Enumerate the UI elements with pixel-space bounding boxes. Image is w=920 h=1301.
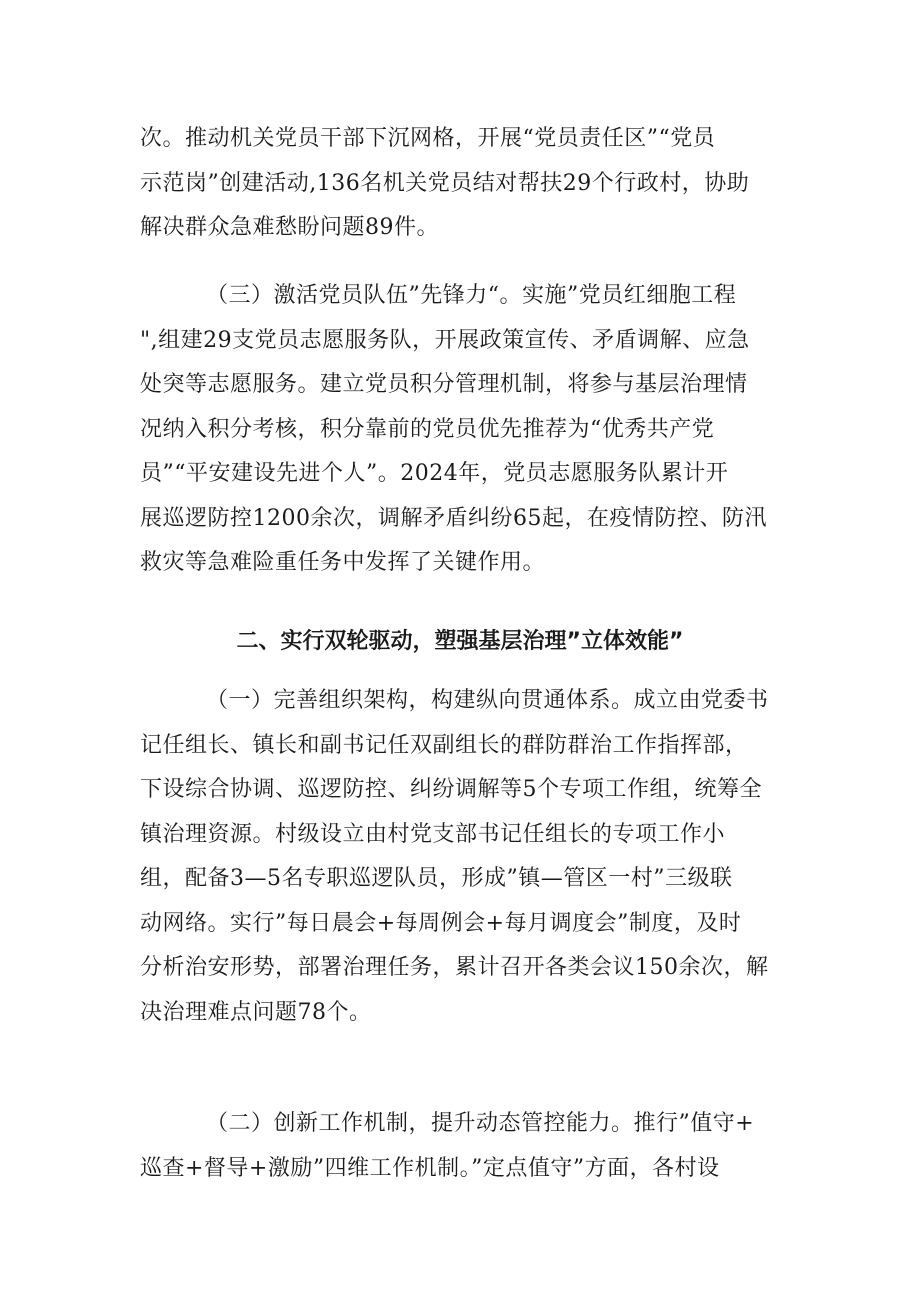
text-line: （一）完善组织架构，构建纵向贯通体系。成立由党委书 [206, 688, 769, 713]
text-line: 示范岗”创建活动,136名机关党员结对帮扶29个行政村，协助 [140, 170, 750, 196]
text-line: （三）激活党员队伍”先锋力“。实施”党员红细胞工程 [206, 283, 737, 308]
text-line: 分析治安形势，部署治理任务，累计召开各类会议150余次，解 [140, 955, 769, 980]
text-line: 巡查+督导+激励”四维工作机制。”定点值守”方面，各村设 [140, 1155, 720, 1181]
text-line: 况纳入积分考核，积分靠前的党员优先推荐为“优秀共产党 [140, 416, 715, 442]
paragraph-3 [140, 679, 780, 1035]
text-line: 处突等志愿服务。建立党员积分管理机制，将参与基层治理情 [140, 372, 748, 397]
text-line: 员”“平安建设先进个人”。2024年，党员志愿服务队累计开 [140, 461, 729, 486]
text-line: 组，配备3—5名专职巡逻队员，形成”镇—管区一村”三级联 [140, 866, 733, 891]
section-heading: 二、实行双轮驱动，塑强基层治理”立体效能” [236, 629, 684, 654]
paragraph-2 [140, 274, 780, 586]
text-line: 展巡逻防控1200余次，调解矛盾纠纷65起，在疫情防控、防汛 [140, 505, 767, 531]
text-line: 决治理难点问题78个。 [140, 999, 372, 1025]
text-line: 记任组长、镇长和副书记任双副组长的群防群治工作指挥部， [140, 732, 748, 758]
paragraph-4 [140, 1102, 780, 1191]
text-line: （二）创新工作机制，提升动态管控能力。推行”值守+ [206, 1111, 755, 1136]
text-line: ",组建29支党员志愿服务队，开展政策宣传、矛盾调解、应急 [140, 327, 750, 353]
text-line: 镇治理资源。村级设立由村党支部书记任组长的专项工作小 [140, 821, 726, 847]
text-line: 救灾等急难险重任务中发挥了关键作用。 [140, 550, 546, 575]
paragraph-1 [140, 117, 780, 251]
text-line: 解决群众急难愁盼问题89件。 [140, 215, 439, 240]
text-line: 动网络。实行”每日晨会+每周例会+每月调度会”制度，及时 [140, 910, 742, 936]
text-line: 次。推动机关党员干部下沉网格，开展“党员责任区”“党员 [140, 126, 716, 151]
text-line: 下设综合协调、巡逻防控、纠纷调解等5个专项工作组，统筹全 [140, 777, 762, 802]
